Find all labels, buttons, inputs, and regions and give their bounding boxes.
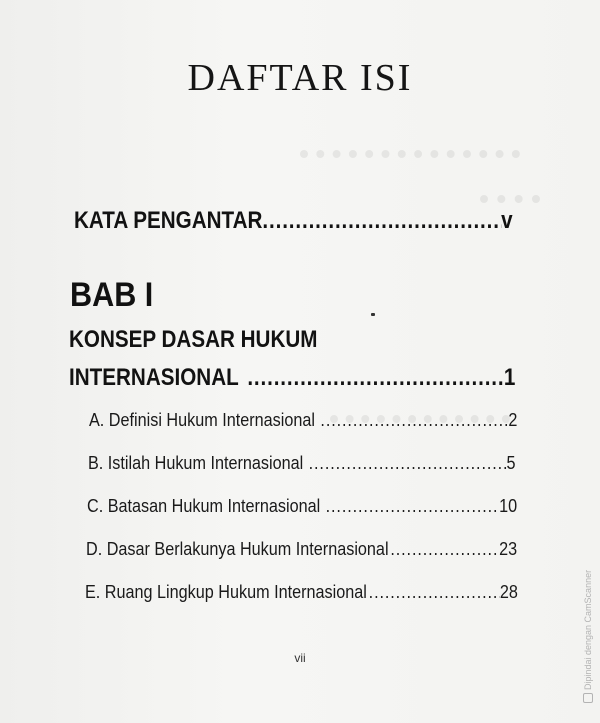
toc-entry-section-b[interactable] — [88, 453, 516, 474]
watermark-text: Dipindai dengan CamScanner — [583, 569, 593, 690]
toc-entry-label: A. Definisi Hukum Internasional — [89, 410, 316, 430]
toc-entry-label: B. Istilah Hukum Internasional — [88, 453, 304, 473]
chapter-title-line1: KONSEP DASAR HUKUM — [69, 326, 318, 353]
toc-entry-label: D. Dasar Berlakunya Hukum Internasional — [86, 539, 389, 559]
toc-entry-label: C. Batasan Hukum Internasional — [87, 496, 321, 516]
toc-entry-chapter-1[interactable] — [69, 364, 515, 392]
toc-entry-page: 23 — [499, 539, 518, 559]
toc-entry-page: 5 — [506, 453, 516, 473]
toc-leader-dots — [326, 496, 500, 517]
paper-speck — [371, 313, 375, 316]
toc-entry-page: 2 — [508, 410, 518, 430]
toc-leader-dots — [247, 364, 504, 392]
page-title: DAFTAR ISI — [187, 57, 413, 99]
toc-leader-dots — [262, 207, 501, 235]
toc-leader-dots — [309, 453, 507, 474]
toc-entry-page: 28 — [499, 582, 518, 602]
page-number: vii — [294, 651, 306, 665]
toc-leader-dots — [320, 410, 508, 431]
scanner-watermark — [583, 570, 593, 703]
toc-entry-page: v — [501, 207, 513, 234]
chapter-title-line2: INTERNASIONAL — [69, 364, 239, 391]
toc-entry-page: 10 — [499, 496, 518, 516]
toc-entry-section-e[interactable] — [85, 582, 518, 603]
toc-entry-section-c[interactable] — [87, 496, 517, 517]
toc-entry-kata-pengantar[interactable] — [74, 207, 513, 235]
toc-entry-page: 1 — [503, 364, 516, 391]
toc-entry-section-d[interactable] — [86, 539, 517, 560]
chapter-number: BAB I — [70, 276, 154, 314]
toc-leader-dots — [369, 582, 500, 603]
toc-entry-section-a[interactable] — [89, 410, 517, 431]
toc-entry-label: KATA PENGANTAR — [74, 207, 263, 234]
toc-entry-label: E. Ruang Lingkup Hukum Internasional — [85, 582, 367, 602]
show-through-lines — [300, 150, 520, 168]
toc-leader-dots — [390, 539, 499, 560]
camscanner-logo-icon — [583, 693, 593, 703]
